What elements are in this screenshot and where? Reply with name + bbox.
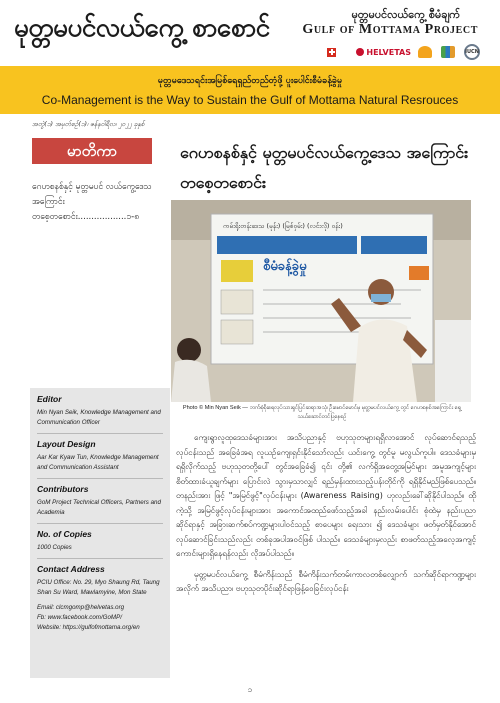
- newsletter-masthead: မုတ္တမပင်လယ်ကွေ့ စာစောင်: [14, 13, 270, 43]
- contact-email[interactable]: Email: clcmgomp@helvetas.org: [37, 604, 125, 611]
- divider: [37, 523, 163, 524]
- swiss-cross-logo: [327, 45, 349, 59]
- family-logo: [441, 45, 457, 59]
- contributors-heading: Contributors: [37, 484, 89, 494]
- slogan-burmese: မုတ္တမဒေသရင်းအမြစ်ရေရှည်တည်တံ့ဖို့ ပူးပေါင်းစီမံခန့်ခွဲမှု: [157, 76, 343, 86]
- iucn-logo: IUCN: [464, 44, 480, 60]
- issue-line: အတွဲ(၁) အမှတ်စဉ်(၁)၊ ဇန်နဝါရီလ၊ ၂၀၂၂ ခုနှစ်: [32, 120, 145, 128]
- contact-website[interactable]: Website: https://gulfofmottama.org/en: [37, 624, 140, 631]
- article-headline: ဂေဟစနစ်နှင့် မုတ္တမပင်လယ်ကွေ့ဒေသ အကြောင်း တစေ့တစောင်း: [180, 143, 469, 192]
- copies-heading: No. of Copies: [37, 529, 92, 539]
- network-activities-group-logo: [418, 45, 434, 59]
- copies-text: 1000 Copies: [37, 544, 72, 551]
- divider: [37, 433, 163, 434]
- board-title: ကမ်းရိုးတန်းဒေသ (မုန်း) (မြစ်ဝှမ်း) (လင်းလို) ဝန်း): [223, 222, 343, 230]
- page-header: [0, 0, 500, 64]
- page-number: ၁: [247, 685, 253, 694]
- article-photo: [171, 200, 471, 402]
- contributors-text: GoM Project Technical Officers, Partners and Academia: [37, 499, 161, 516]
- article-paragraph: ကျေးရွာလူထုဒေသခံများအား အသိပညာနှင့် ဗဟုသုတများရရှိလာအောင် လုပ်ဆောင်ရသည့်လုပ်ငန်းသည် အခြေခံအရ လူယဉ်ကျေးရှင်းနိုင်သော်လည်း ယင်းကွေ့ တွင်မူ မလွယ်ကူပါ။ ဒေသခံများမှ ရရှိလိုက်သည့် ဗဟုသုတတို့ပေါ် တွင်အခြေခံ၍ ၎င်း တို့၏ လက်ရှိအတွေ့အမြင်များ အမူအကျင့်များ စိတ်ထားခံယူချက်များ ပြောင်းလဲ သွားမှသာလျှင် ရည်မှန်းထားသည့်ပန်းတိုင်ကို ရရှိနိုင်မည်ဖြစ်ပေသည်။ တနည်းအား ဖြင့် "အမြင်ဖွင့်"လုပ်ငန်းများ (Awareness Raising) ဟုလည်းခေါ်ဆိုနိုင်ပါသည်။ ထိုကဲ့သို့ အမြင်ဖွင့်လုပ်ငန်းများအား အကောင်အထည်ဖော်သည့်အခါ နည်းလမ်းပေါင်း စုံထဲမှ နည်းပညာဆိုင်ရာနှင့် အခြားဆက်စပ်ကဏ္ဍများပါဝင်သည့် စာပေများ ရေးသား ၍ ဒေသခံများ ဖတ်မှတ်နိုင်အောင် လုပ်ဆောင်ခြင်းသည်လည်း တစ်ခုအပါအဝင်ဖြစ် ပါသည်။ ဒေသခံများမှလည်း စာဖတ်သည့်အလေ့အကျင့်ကောင်းများရှိနေရန်လည်း လိုအပ်ပါသည်။: [176, 433, 476, 558]
- contact-heading: Contact Address: [37, 564, 105, 574]
- project-name-burmese: မုတ္တမပင်လယ်ကွေ့ စီမံချက်: [351, 8, 460, 21]
- board-subtitle: စီမံခန့်ခွဲမှု: [263, 259, 307, 274]
- project-name-english: Gulf of Mottama Project: [302, 22, 478, 37]
- layout-text: Aar Kar Kyaw Tun, Knowledge Management and Communication Assistant: [37, 454, 159, 471]
- training-scene-illustration: [171, 200, 471, 402]
- layout-heading: Layout Design: [37, 439, 96, 449]
- editor-heading: Editor: [37, 394, 62, 404]
- divider: [37, 558, 163, 559]
- article-paragraph: မုတ္တမပင်လယ်ကွေ့ စီမံကိန်းသည် စီမံကိန်းသက်တမ်းကာလတစ်လျှောက် သက်ဆိုင်ရာကဏ္ဍများအလိုက် အသိပညာ၊ ဗဟုသုတပိုင်းဆိုင်ရာဖြန့်ဝေခြင်းလုပ်ငန်း: [176, 569, 476, 593]
- partner-logos: [327, 44, 480, 60]
- helvetas-logo: HELVETAS: [356, 45, 411, 59]
- photo-caption: Photo © Min Nyan Seik — ဘက်စုံစိုးရေလုပ်သားရှင်ပြင်ဆရာအသုံ၊ ဦးမောင်မောင်မှ မုတ္တမပင်လယ်ကွေ့ တွင် ဂေဟစနစ်အကြောင်း ရှေ့သယ်ဆောင်တင်ပြနေစဉ်: [182, 405, 462, 420]
- contact-address: PCIU Office: No. 29, Myo Shaung Rd, Taung Shan Su Ward, Mawlamyine, Mon State: [37, 579, 160, 596]
- slogan-english: Co-Management is the Way to Sustain the Gulf of Mottama Natural Resrouces: [41, 93, 459, 107]
- toc-heading: မာတိကာ: [32, 138, 152, 164]
- contact-facebook[interactable]: Fb: www.facebook.com/GoMP/: [37, 614, 122, 621]
- masthead-info-box: [30, 388, 170, 678]
- slogan-banner: [0, 66, 500, 114]
- toc-entry[interactable]: ဂေဟစနစ်နှင့် မုတ္တမပင် လယ်ကွေ့ဒေသအကြောင်း တစေ့တစောင်း..................၁-၈: [32, 182, 152, 222]
- article-body: [176, 431, 476, 603]
- editor-text: Min Nyan Seik, Knowledge Management and Communication Officer: [37, 409, 161, 426]
- divider: [37, 478, 163, 479]
